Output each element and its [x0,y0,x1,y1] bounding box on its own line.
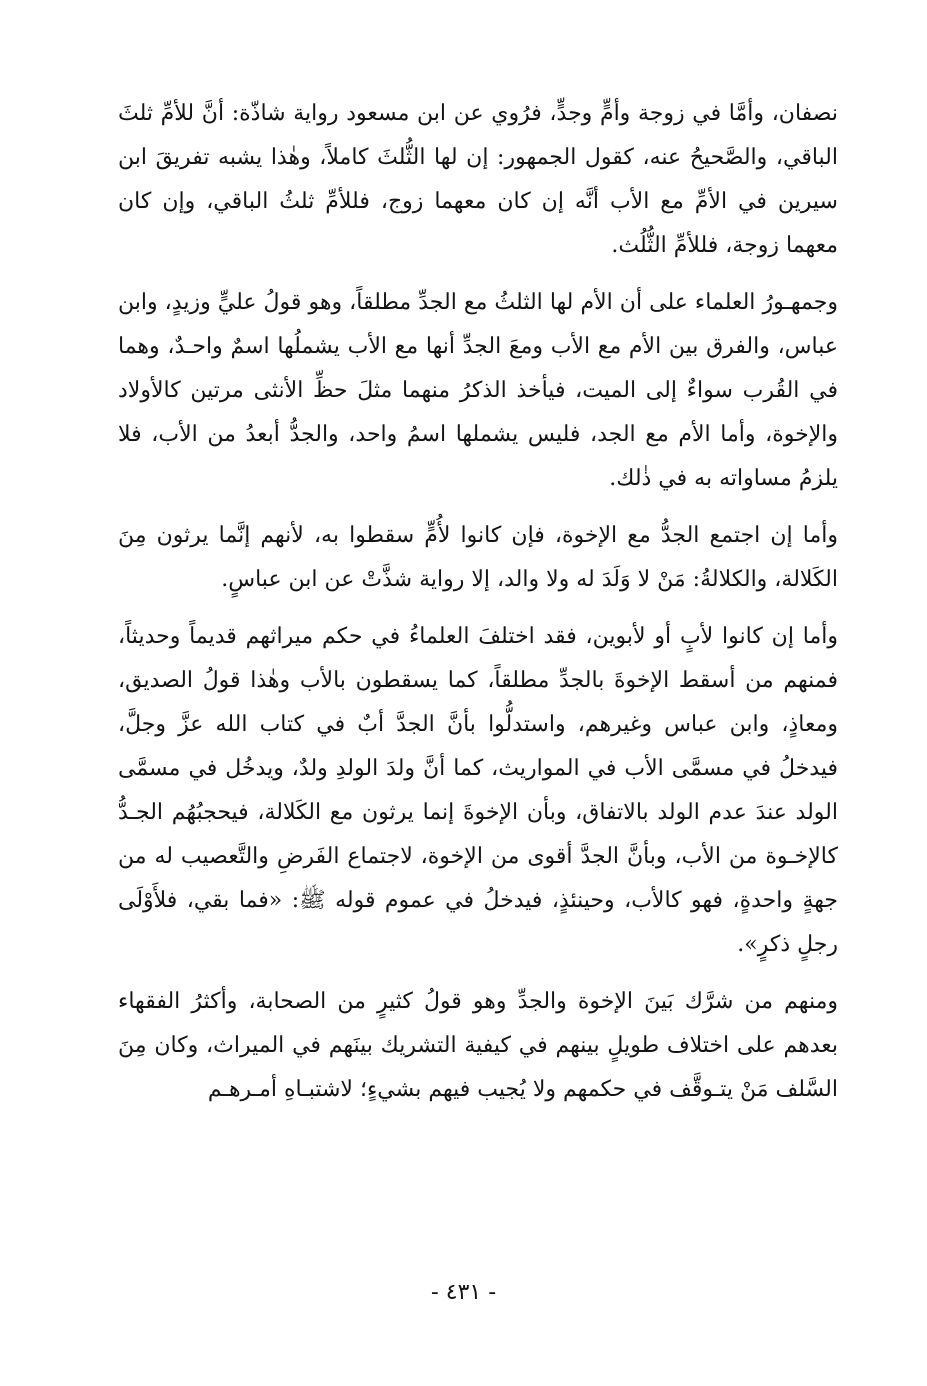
paragraph-5: ومنهم من شرَّك بَينَ الإخوة والجدِّ وهو قولُ كثيرٍ من الصحابة، وأكثرُ الفقهاء بعدهم على اختلاف طويلٍ بينهم في كيفية التشريك بينَهم في الميراث، وكان مِنَ السَّلف مَنْ يتـوقَّف في حكمهم ولا يُجيب فيهم بشيءٍ؛ لاشتبـاهِ أمـرهـم [118,989,838,1102]
paragraph-2: وجمهـورُ العلماء على أن الأم لها الثلثُ مع الجدِّ مطلقاً، وهو قولُ عليٍّ وزيدٍ، وابن عباس، والفرق بين الأم مع الأب ومعَ الجدِّ أنها مع الأب يشملُها اسمٌ واحـدٌ، وهما في القُرب سواءٌ إلى الميت، فيأخذ الذكرُ منهما مثلَ حظِّ الأنثى مرتين كالأولاد والإخوة، وأما الأم مع الجد، فليس يشملها اسمُ واحد، والجدُّ أبعدُ من الأب، فلا يلزمُ مساواته به في ذٰلك. [118,290,838,491]
paragraph-4: وأما إن كانوا لأبٍ أو لأبوين، فقد اختلفَ العلماءُ في حكم ميراثهم قديماً وحديثاً، فمنهم من أسقط الإخوةَ بالجدِّ مطلقاً، كما يسقطون بالأب وهٰذا قولُ الصديق، ومعاذٍ، وابن عباس وغيرهم، واستدلُّوا بأنَّ الجدَّ أبٌ في كتاب الله عزَّ وجلَّ، فيدخلُ في مسمَّى الأب في المواريث، كما أنَّ ولدَ الولدِ ولدٌ، ويدخُل في مسمَّى الولد عندَ عدم الولد بالاتفاق، وبأن الإخوةَ إنما يرثون مع الكَلالة، فيحجبُهُم الجـدُّ كالإخـوة من الأب، وبأنَّ الجدَّ أقوى من الإخوة، لاجتماع الفَرضِ والتَّعصيب له من جهةٍ واحدةٍ، فهو كالأب، وحينئذٍ، فيدخلُ في عموم قوله ﷺ: «فما بقي، فلأَوْلَى رجلٍ ذكرٍ». [118,624,838,957]
paragraph-3: وأما إن اجتمع الجدُّ مع الإخوة، فإن كانوا لأُمٍّ سقطوا به، لأنهم إنَّما يرثون مِنَ الكَلالة، والكلالةُ: مَنْ لا وَلَدَ له ولا والد، إلا رواية شذَّتْ عن ابن عباسٍ. [118,523,838,592]
page-number: - ٤٣١ - [430,1280,497,1305]
paragraph-1: نصفان، وأمَّا في زوجة وأمٍّ وجدٍّ، فرُوي عن ابن مسعود رواية شاذّة: أنَّ للأمِّ ثلثَ الباقي، والصَّحيحُ عنه، كقول الجمهور: إن لها الثُّلثَ كاملاً، وهٰذا يشبه تفريقَ ابن سيرين في الأمِّ مع الأب أنَّه إن كان معهما زوج، فللأمِّ ثلثُ الباقي، وإن كان معهما زوجة، فللأمِّ الثُّلُث. [118,101,838,258]
body-text [118,92,838,1112]
